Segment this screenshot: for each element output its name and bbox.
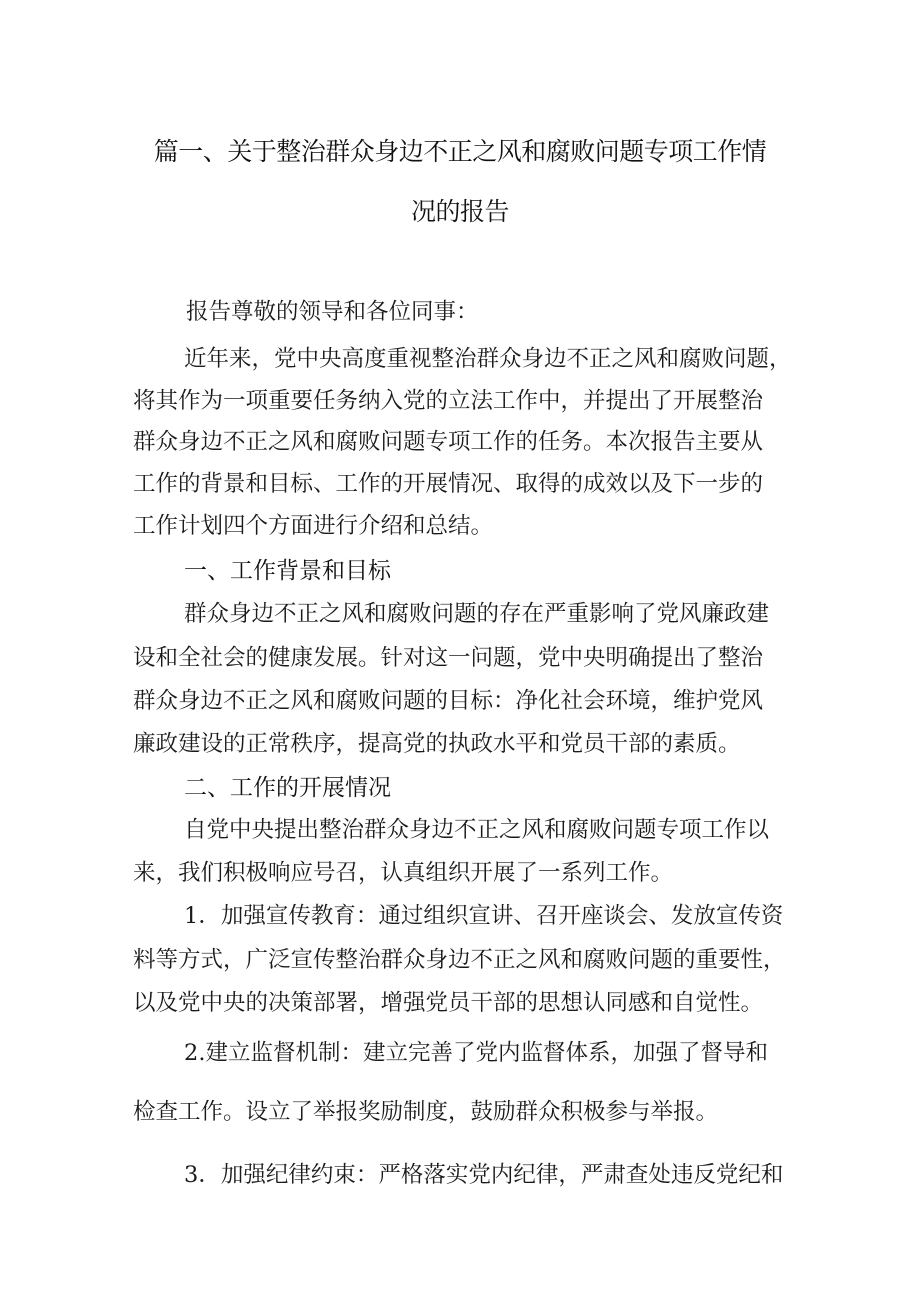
document-title-line-1: 篇一、关于整治群众身边不正之风和腐败问题专项工作情 — [153, 137, 767, 166]
section2-line: 自党中央提出整治群众身边不正之风和腐败问题专项工作以 — [184, 817, 770, 843]
section2-line: 来，我们积极响应号召，认真组织开展了一系列工作。 — [133, 860, 674, 886]
intro-line: 近年来，党中央高度重视整治群众身边不正之风和腐败问题， — [184, 346, 792, 372]
intro-line: 工作计划四个方面进行介绍和总结。 — [133, 513, 494, 539]
item1-line: 料等方式，广泛宣传整治群众身边不正之风和腐败问题的重要性， — [133, 947, 786, 973]
salutation: 报告尊敬的领导和各位同事： — [186, 299, 479, 325]
item1-line: 1．加强宣传教育：通过组织宣讲、召开座谈会、发放宣传资 — [184, 903, 784, 929]
document-title-line-2: 况的报告 — [410, 197, 509, 226]
item1-line: 以及党中央的决策部署，增强党员干部的思想认同感和自觉性。 — [133, 990, 764, 1016]
section-heading: 二、工作的开展情况 — [184, 775, 391, 801]
section1-line: 廉政建设的正常秩序，提高党的执政水平和党员干部的素质。 — [133, 731, 741, 757]
section-heading: 一、工作背景和目标 — [184, 558, 391, 584]
section1-line: 群众身边不正之风和腐败问题的目标：净化社会环境，维护党风 — [133, 688, 764, 714]
item2-line: 检查工作。设立了举报奖励制度，鼓励群众积极参与举报。 — [133, 1099, 719, 1125]
section1-line: 群众身边不正之风和腐败问题的存在严重影响了党风廉政建 — [184, 601, 770, 627]
intro-line: 将其作为一项重要任务纳入党的立法工作中，并提出了开展整治 — [133, 388, 764, 414]
section1-line: 设和全社会的健康发展。针对这一问题，党中央明确提出了整治 — [133, 645, 764, 671]
item3-line: 3．加强纪律约束：严格落实党内纪律，严肃查处违反党纪和 — [184, 1162, 784, 1188]
intro-line: 工作的背景和目标、工作的开展情况、取得的成效以及下一步的 — [133, 471, 764, 497]
item2-line: 2.建立监督机制：建立完善了党内监督体系，加强了督导和 — [184, 1040, 768, 1066]
intro-line: 群众身边不正之风和腐败问题专项工作的任务。本次报告主要从 — [133, 429, 764, 455]
